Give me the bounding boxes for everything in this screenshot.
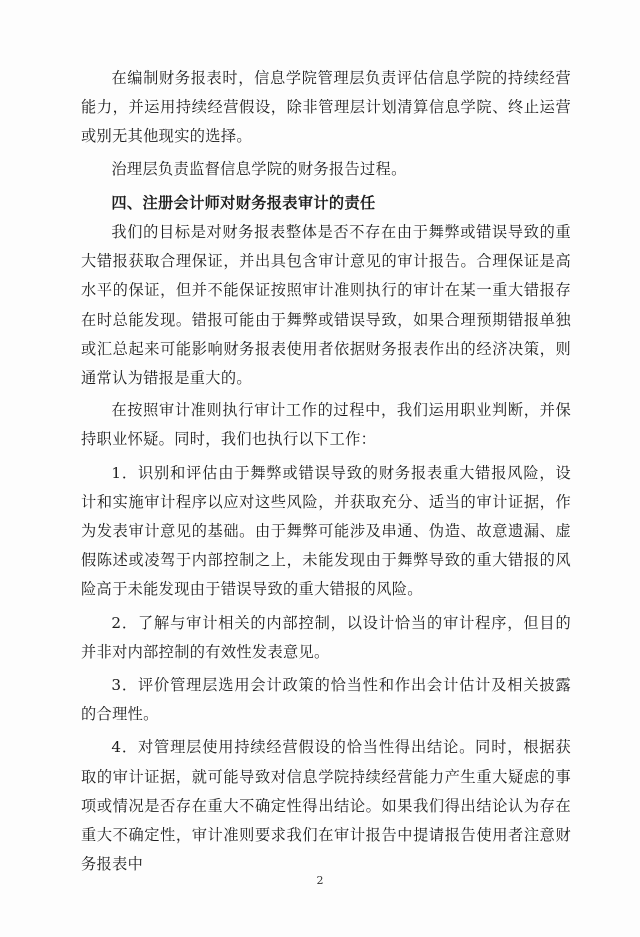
paragraph-audit-objective: 我们的目标是对财务报表整体是否不存在由于舞弊或错误导致的重大错报获取合理保证，并出具包含审计意见的审计报告。合理保证是高水平的保证，但并不能保证按照审计准则执行的审计在某一重大错报存在时总能发现。错报可能由于舞弊或错误导致，如果合理预期错报单独或汇总起来可能影响财务报表使用者依据财务报表作出的经济决策，则通常认为错报是重大的。 (81, 223, 571, 388)
list-item-risk-identification: 1．识别和评估由于舞弊或错误导致的财务报表重大错报风险，设计和实施审计程序以应对这些风险，并获取充分、适当的审计证据，作为发表审计意见的基础。由于舞弊可能涉及串通、伪造、故意遗漏、虚假陈述或凌驾于内部控制之上，未能发现由于舞弊导致的重大错报的风险高于未能发现由于错误导致的重大错报的风险。 (81, 463, 571, 599)
section-heading-auditor-responsibility: 四、注册会计师对财务报表审计的责任 (111, 193, 376, 212)
paragraph-professional-judgment: 在按照审计准则执行审计工作的过程中，我们运用职业判断，并保持职业怀疑。同时，我们也执行以下工作： (81, 401, 571, 449)
list-item-internal-control: 2．了解与审计相关的内部控制，以设计恰当的审计程序，但目的并非对内部控制的有效性发表意见。 (81, 613, 571, 661)
list-item-accounting-policies: 3．评价管理层选用会计政策的恰当性和作出会计估计及相关披露的合理性。 (81, 676, 571, 724)
document-body (81, 64, 571, 879)
paragraph-going-concern: 在编制财务报表时，信息学院管理层负责评估信息学院的持续经营能力，并运用持续经营假设，除非管理层计划清算信息学院、终止运营或别无其他现实的选择。 (81, 69, 571, 146)
paragraph-governance: 治理层负责监督信息学院的财务报告过程。 (111, 159, 407, 178)
page-number: 2 (316, 874, 324, 887)
list-item-going-concern-conclusion: 4．对管理层使用持续经营假设的恰当性得出结论。同时，根据获取的审计证据，就可能导致对信息学院持续经营能力产生重大疑虑的事项或情况是否存在重大不确定性得出结论。如果我们得出结论认为存在重大不确定性，审计准则要求我们在审计报告中提请报告使用者注意财务报表中 (81, 738, 571, 874)
